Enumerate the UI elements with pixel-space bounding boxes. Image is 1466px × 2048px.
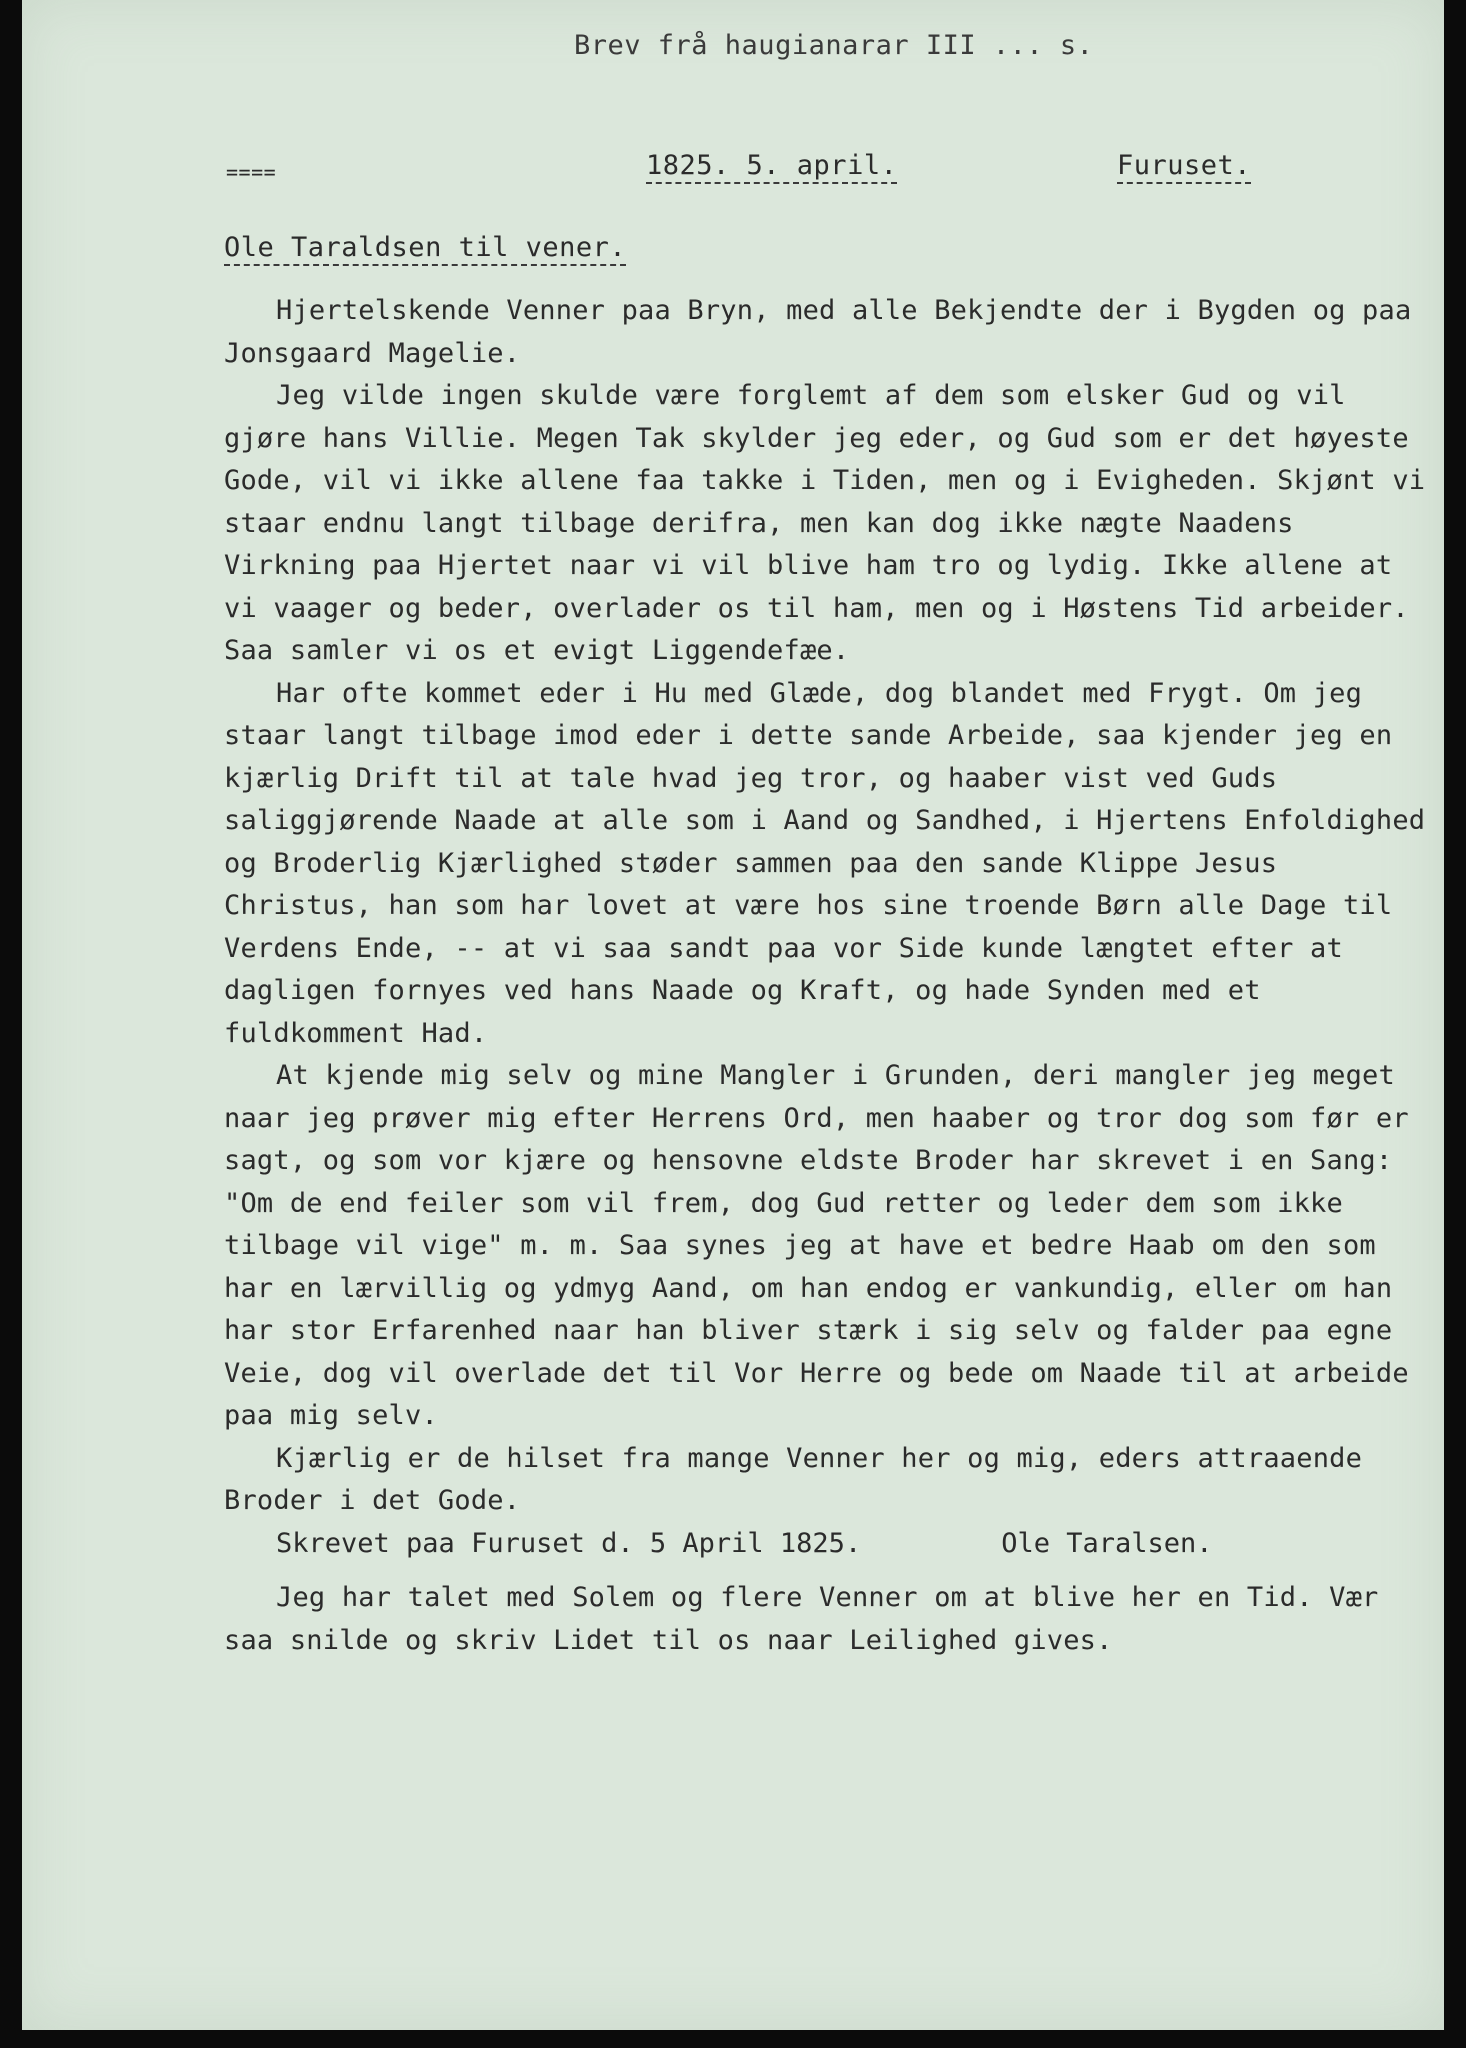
postscript: Jeg har talet med Solem og flere Venner om at blive her en Tid. Vær saa snilde og skriv Lidet til os naar Leilighed gives. bbox=[224, 1582, 1379, 1656]
paragraph: At kjende mig selv og mine Mangler i Grunden, deri mangler jeg meget naar jeg prøver mig efter Herrens Ord, men haaber og tror dog som før er sagt, og som vor kjære og hensovne eldste Broder har skrevet i en Sang: "Om de end feiler som vil frem, dog Gud retter og leder dem som ikke tilbage vil vige" m. m. Saa synes jeg at have et bedre Haab om den som har en lærvillig og ydmyg Aand, om han endog er vankundig, eller om han har stor Erfarenhed naar han bliver stærk i sig selv og falder paa egne Veie, dog vil overlade det til Vor Herre og bede om Naade til at arbeide paa mig selv. bbox=[224, 1060, 1409, 1431]
letter-title: Ole Taraldsen til vener. bbox=[224, 232, 626, 266]
signature: Ole Taralsen. bbox=[1001, 1527, 1213, 1559]
closing-line bbox=[224, 1523, 1434, 1566]
closing-place-date: Skrevet paa Furuset d. 5 April 1825. bbox=[276, 1527, 862, 1559]
page-header: Brev frå haugianarar III ... s. bbox=[574, 30, 1094, 61]
letter-date: 1825. 5. april. bbox=[646, 150, 897, 184]
paragraph: Har ofte kommet eder i Hu med Glæde, dog blandet med Frygt. Om jeg staar langt tilbage imod eder i dette sande Arbeide, saa kjender jeg en kjærlig Drift til at tale hvad jeg tror, og haaber vist ved Guds saliggjørende Naade at alle som i Aand og Sandhed, i Hjertens Enfoldighed og Broderlig Kjærlighed støder sammen paa den sande Klippe Jesus Christus, han som har lovet at være hos sine troende Børn alle Dage til Verdens Ende, -- at vi saa sandt paa vor Side kunde længtet efter at dagligen fornyes ved hans Naade og Kraft, og hade Synden med et fuldkomment Had. bbox=[224, 677, 1426, 1049]
paragraph: Kjærlig er de hilset fra mange Venner her og mig, eders attraaende Broder i det Gode. bbox=[224, 1442, 1363, 1516]
paragraph: Hjertelskende Venner paa Bryn, med alle Bekjendte der i Bygden og paa Jonsgaard Magelie. bbox=[224, 295, 1412, 369]
separator-mark: ==== bbox=[226, 160, 277, 184]
document-page bbox=[22, 0, 1444, 2030]
letter-place: Furuset. bbox=[1117, 150, 1251, 184]
paragraph: Jeg vilde ingen skulde være forglemt af dem som elsker Gud og vil gjøre hans Villie. Megen Tak skylder jeg eder, og Gud som er det høyeste Gode, vil vi ikke allene faa takke i Tiden, men og i Evigheden. Skjønt vi staar endnu langt tilbage derifra, men kan dog ikke nægte Naadens Virkning paa Hjertet naar vi vil blive ham tro og lydig. Ikke allene at vi vaager og beder, overlader os til ham, men og i Høstens Tid arbeider. Saa samler vi os et evigt Liggendefæe. bbox=[224, 380, 1426, 666]
letter-body bbox=[224, 290, 1434, 1662]
